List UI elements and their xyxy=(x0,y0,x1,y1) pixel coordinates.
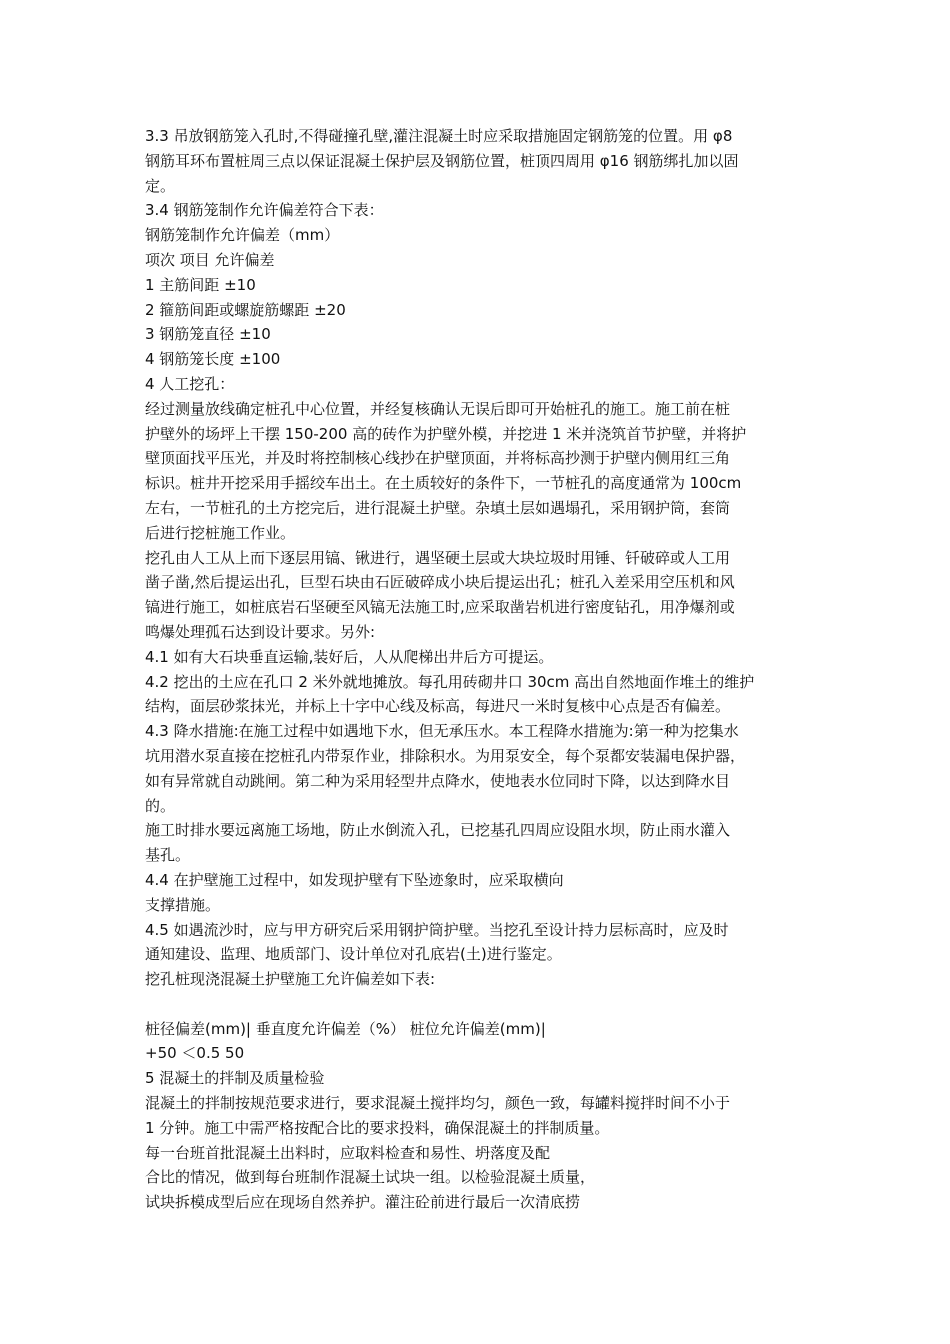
text-line: 挖孔由人工从上而下逐层用镐、锹进行，遇坚硬土层或大块垃圾时用锤、钎破碎或人工用 xyxy=(145,548,731,567)
text-line: 通知建设、监理、地质部门、设计单位对孔底岩(土)进行鉴定。 xyxy=(145,945,562,964)
text-line: 壁顶面找平压光，并及时将控制核心线抄在护壁顶面，并将标高抄测于护壁内侧用红三角 xyxy=(145,449,731,468)
document-body xyxy=(145,124,810,1215)
text-line: 1 分钟。施工中需严格按配合比的要求投料，确保混凝土的拌制质量。 xyxy=(145,1118,610,1137)
text-line: 每一台班首批混凝土出料时，应取料检查和易性、坍落度及配 xyxy=(145,1143,551,1162)
text-line: 3.3 吊放钢筋笼入孔时,不得碰撞孔壁,灌注混凝土时应采取措施固定钢筋笼的位置。用 φ8 xyxy=(145,127,733,145)
text-line: 钢筋笼制作允许偏差（mm） xyxy=(145,226,340,245)
text-line: 左右，一节桩孔的土方挖完后，进行混凝土护壁。杂填土层如遇塌孔，采用钢护筒，套筒 xyxy=(145,498,731,517)
text-line: 合比的情况，做到每台班制作混凝土试块一组。以检验混凝土质量， xyxy=(145,1168,596,1187)
text-line: 经过测量放线确定桩孔中心位置，并经复核确认无误后即可开始桩孔的施工。施工前在桩 xyxy=(145,399,731,418)
text-line: 4.3 降水措施:在施工过程中如遇地下水，但无承压水。本工程降水措施为:第一种为挖集水 xyxy=(145,722,739,741)
text-line: 4.5 如遇流沙时，应与甲方研究后采用钢护筒护壁。当挖孔至设计持力层标高时，应及时 xyxy=(145,920,729,939)
text-line: 4 钢筋笼长度 ±100 xyxy=(145,350,281,369)
text-line: 施工时排水要远离施工场地，防止水倒流入孔，已挖基孔四周应设阻水坝，防止雨水灌入 xyxy=(145,821,731,840)
text-line: 挖孔桩现浇混凝土护壁施工允许偏差如下表: xyxy=(145,970,436,989)
text-line: 混凝土的拌制按规范要求进行，要求混凝土搅拌均匀，颜色一致，每罐料搅拌时间不小于 xyxy=(145,1094,731,1113)
text-line: 如有异常就自动跳闸。第二种为采用轻型井点降水，使地表水位同时下降，以达到降水目 xyxy=(145,771,731,790)
text-line: 桩径偏差(mm)| 垂直度允许偏差（%） 桩位允许偏差(mm)| xyxy=(145,1019,546,1038)
text-line: 3 钢筋笼直径 ±10 xyxy=(145,325,271,344)
text-line: 钢筋耳环布置桩周三点以保证混凝土保护层及钢筋位置，桩顶四周用 φ16 钢筋绑扎加以固 xyxy=(145,151,739,170)
text-line: 支撑措施。 xyxy=(145,895,221,914)
text-line: 坑用潜水泵直接在挖桩孔内带泵作业，排除积水。为用泵安全，每个泵都安装漏电保护器， xyxy=(145,746,746,765)
text-line: 标识。桩井开挖采用手摇绞车出土。在土质较好的条件下，一节桩孔的高度通常为 100cm xyxy=(145,474,742,493)
text-line: 5 混凝土的拌制及质量检验 xyxy=(145,1069,325,1088)
text-line: 4.1 如有大石块垂直运输,装好后，人从爬梯出井后方可提运。 xyxy=(145,647,554,666)
text-line: 结构，面层砂浆抹光，并标上十字中心线及标高，每进尺一米时复核中心点是否有偏差。 xyxy=(145,697,731,716)
text-line: 3.4 钢筋笼制作允许偏差符合下表： xyxy=(145,201,384,220)
text-line: 护壁外的场坪上干摆 150-200 高的砖作为护壁外模，并挖进 1 米并浇筑首节护壁，并将护 xyxy=(145,424,747,443)
text-line: 1 主筋间距 ±10 xyxy=(145,275,256,294)
text-line: 鸣爆处理孤石达到设计要求。另外: xyxy=(145,622,376,641)
text-line: 项次 项目 允许偏差 xyxy=(145,250,275,269)
text-line: +50 ＜0.5 50 xyxy=(145,1044,245,1063)
text-line: 4.2 挖出的土应在孔口 2 米外就地摊放。每孔用砖砌井口 30cm 高出自然地面作堆土的维护 xyxy=(145,672,755,691)
blank-line xyxy=(145,992,810,1017)
text-line: 试块拆模成型后应在现场自然养护。灌注砼前进行最后一次清底捞 xyxy=(145,1193,581,1212)
text-line: 定。 xyxy=(145,176,176,195)
text-line: 镐进行施工，如桩底岩石坚硬至风镐无法施工时,应采取凿岩机进行密度钻孔，用净爆剂或 xyxy=(145,598,735,617)
text-line: 凿子凿,然后提运出孔，巨型石块由石匠破碎成小块后提运出孔；桩孔入差采用空压机和风 xyxy=(145,573,735,592)
text-line: 基孔。 xyxy=(145,846,191,865)
text-line: 的。 xyxy=(145,796,176,815)
text-line: 后进行挖桩施工作业。 xyxy=(145,523,296,542)
text-line: 4.4 在护壁施工过程中，如发现护壁有下坠迹象时，应采取横向 xyxy=(145,870,564,889)
text-line: 2 箍筋间距或螺旋筋螺距 ±20 xyxy=(145,300,346,319)
text-line: 4 人工挖孔： xyxy=(145,374,235,393)
